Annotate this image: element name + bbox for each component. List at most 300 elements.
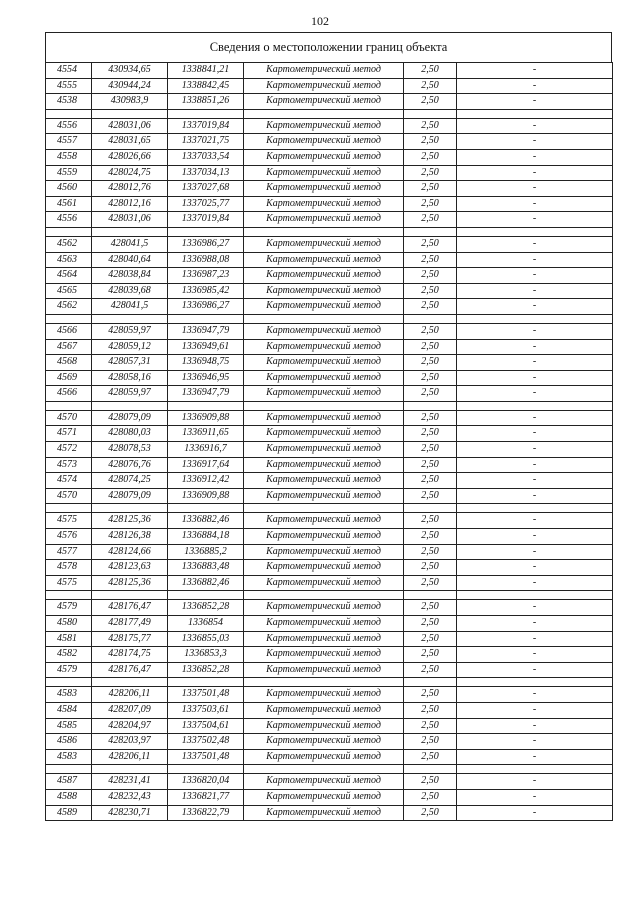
table-row — [46, 339, 613, 355]
separator-cell — [457, 678, 613, 687]
table-row — [46, 488, 613, 504]
coord-x-cell: 428231,41 — [92, 774, 168, 790]
separator-cell — [46, 504, 92, 513]
separator-cell — [168, 227, 244, 236]
description-cell: - — [457, 370, 613, 386]
coord-x-cell: 428206,11 — [92, 749, 168, 765]
accuracy-cell: 2,50 — [404, 600, 457, 616]
method-cell: Картометрический метод — [244, 734, 404, 750]
table-row — [46, 283, 613, 299]
method-cell: Картометрический метод — [244, 252, 404, 268]
point-number-cell: 4578 — [46, 560, 92, 576]
separator-cell — [457, 401, 613, 410]
separator-cell — [168, 109, 244, 118]
coord-y-cell: 1337504,61 — [168, 718, 244, 734]
table-row — [46, 702, 613, 718]
method-cell: Картометрический метод — [244, 513, 404, 529]
coord-y-cell: 1336882,46 — [168, 513, 244, 529]
coord-y-cell: 1337501,48 — [168, 687, 244, 703]
point-number-cell: 4573 — [46, 457, 92, 473]
accuracy-cell: 2,50 — [404, 647, 457, 663]
accuracy-cell: 2,50 — [404, 252, 457, 268]
point-number-cell: 4570 — [46, 410, 92, 426]
point-number-cell: 4568 — [46, 355, 92, 371]
method-cell: Картометрический метод — [244, 339, 404, 355]
point-number-cell: 4563 — [46, 252, 92, 268]
coord-x-cell: 428031,06 — [92, 212, 168, 228]
coord-x-cell: 428230,71 — [92, 805, 168, 821]
method-cell: Картометрический метод — [244, 687, 404, 703]
table-row — [46, 323, 613, 339]
point-number-cell: 4554 — [46, 63, 92, 79]
accuracy-cell: 2,50 — [404, 236, 457, 252]
table-row — [46, 662, 613, 678]
method-cell: Картометрический метод — [244, 805, 404, 821]
coord-x-cell: 428207,09 — [92, 702, 168, 718]
coord-y-cell: 1336822,79 — [168, 805, 244, 821]
table-row — [46, 252, 613, 268]
point-number-cell: 4575 — [46, 513, 92, 529]
coord-y-cell: 1336987,23 — [168, 268, 244, 284]
method-cell: Картометрический метод — [244, 647, 404, 663]
coord-x-cell: 428078,53 — [92, 442, 168, 458]
coord-y-cell: 1336986,27 — [168, 299, 244, 315]
accuracy-cell: 2,50 — [404, 134, 457, 150]
accuracy-cell: 2,50 — [404, 575, 457, 591]
method-cell: Картометрический метод — [244, 149, 404, 165]
coord-y-cell: 1338842,45 — [168, 78, 244, 94]
table-row — [46, 212, 613, 228]
separator-cell — [92, 504, 168, 513]
coord-y-cell: 1338841,21 — [168, 63, 244, 79]
coord-x-cell: 428232,43 — [92, 789, 168, 805]
group-separator — [46, 678, 613, 687]
table-row — [46, 386, 613, 402]
table-row — [46, 355, 613, 371]
description-cell: - — [457, 426, 613, 442]
description-cell: - — [457, 134, 613, 150]
description-cell: - — [457, 457, 613, 473]
coord-x-cell: 428175,77 — [92, 631, 168, 647]
coord-x-cell: 428177,49 — [92, 616, 168, 632]
accuracy-cell: 2,50 — [404, 63, 457, 79]
point-number-cell: 4565 — [46, 283, 92, 299]
accuracy-cell: 2,50 — [404, 78, 457, 94]
point-number-cell: 4588 — [46, 789, 92, 805]
coord-x-cell: 428123,63 — [92, 560, 168, 576]
method-cell: Картометрический метод — [244, 426, 404, 442]
coord-x-cell: 428026,66 — [92, 149, 168, 165]
description-cell: - — [457, 299, 613, 315]
coord-y-cell: 1336948,75 — [168, 355, 244, 371]
point-number-cell: 4566 — [46, 323, 92, 339]
description-cell: - — [457, 339, 613, 355]
method-cell: Картометрический метод — [244, 370, 404, 386]
description-cell: - — [457, 196, 613, 212]
description-cell: - — [457, 181, 613, 197]
method-cell: Картометрический метод — [244, 457, 404, 473]
point-number-cell: 4562 — [46, 299, 92, 315]
table-row — [46, 718, 613, 734]
point-number-cell: 4559 — [46, 165, 92, 181]
description-cell: - — [457, 78, 613, 94]
table-row — [46, 687, 613, 703]
method-cell: Картометрический метод — [244, 299, 404, 315]
coord-y-cell: 1336853,3 — [168, 647, 244, 663]
description-cell: - — [457, 212, 613, 228]
separator-cell — [168, 504, 244, 513]
accuracy-cell: 2,50 — [404, 529, 457, 545]
table-row — [46, 236, 613, 252]
coord-x-cell: 428176,47 — [92, 662, 168, 678]
separator-cell — [244, 678, 404, 687]
table-row — [46, 616, 613, 632]
coord-x-cell: 428038,84 — [92, 268, 168, 284]
method-cell: Картометрический метод — [244, 544, 404, 560]
accuracy-cell: 2,50 — [404, 718, 457, 734]
coord-x-cell: 428039,68 — [92, 283, 168, 299]
coord-y-cell: 1336986,27 — [168, 236, 244, 252]
table-row — [46, 410, 613, 426]
coord-y-cell: 1336947,79 — [168, 323, 244, 339]
description-cell: - — [457, 560, 613, 576]
separator-cell — [457, 314, 613, 323]
method-cell: Картометрический метод — [244, 774, 404, 790]
coord-x-cell: 428079,09 — [92, 488, 168, 504]
coord-x-cell: 430944,24 — [92, 78, 168, 94]
table-row — [46, 370, 613, 386]
method-cell: Картометрический метод — [244, 616, 404, 632]
accuracy-cell: 2,50 — [404, 268, 457, 284]
table-row — [46, 734, 613, 750]
accuracy-cell: 2,50 — [404, 687, 457, 703]
coord-x-cell: 428058,16 — [92, 370, 168, 386]
coord-x-cell: 430934,65 — [92, 63, 168, 79]
table-title: Сведения о местоположении границ объекта — [45, 32, 612, 62]
page-number: 102 — [311, 14, 329, 28]
table-row — [46, 749, 613, 765]
separator-cell — [46, 109, 92, 118]
accuracy-cell: 2,50 — [404, 410, 457, 426]
coord-y-cell: 1336883,48 — [168, 560, 244, 576]
table-row — [46, 513, 613, 529]
accuracy-cell: 2,50 — [404, 212, 457, 228]
coord-y-cell: 1336985,42 — [168, 283, 244, 299]
separator-cell — [244, 591, 404, 600]
group-separator — [46, 109, 613, 118]
method-cell: Картометрический метод — [244, 662, 404, 678]
separator-cell — [92, 401, 168, 410]
coord-y-cell: 1337019,84 — [168, 212, 244, 228]
accuracy-cell: 2,50 — [404, 774, 457, 790]
group-separator — [46, 227, 613, 236]
description-cell: - — [457, 616, 613, 632]
separator-cell — [404, 401, 457, 410]
separator-cell — [46, 591, 92, 600]
accuracy-cell: 2,50 — [404, 560, 457, 576]
coord-y-cell: 1336885,2 — [168, 544, 244, 560]
coord-x-cell: 428012,76 — [92, 181, 168, 197]
coord-x-cell: 428057,31 — [92, 355, 168, 371]
table-row — [46, 165, 613, 181]
separator-cell — [168, 678, 244, 687]
accuracy-cell: 2,50 — [404, 488, 457, 504]
description-cell: - — [457, 718, 613, 734]
accuracy-cell: 2,50 — [404, 386, 457, 402]
separator-cell — [92, 109, 168, 118]
coord-x-cell: 430983,9 — [92, 94, 168, 110]
coord-x-cell: 428126,38 — [92, 529, 168, 545]
description-cell: - — [457, 662, 613, 678]
coord-y-cell: 1337501,48 — [168, 749, 244, 765]
method-cell: Картометрический метод — [244, 718, 404, 734]
method-cell: Картометрический метод — [244, 410, 404, 426]
method-cell: Картометрический метод — [244, 118, 404, 134]
coord-y-cell: 1337503,61 — [168, 702, 244, 718]
separator-cell — [404, 765, 457, 774]
group-separator — [46, 765, 613, 774]
table-row — [46, 544, 613, 560]
coord-y-cell: 1336947,79 — [168, 386, 244, 402]
method-cell: Картометрический метод — [244, 702, 404, 718]
description-cell: - — [457, 513, 613, 529]
coord-y-cell: 1336909,88 — [168, 488, 244, 504]
separator-cell — [457, 109, 613, 118]
point-number-cell: 4555 — [46, 78, 92, 94]
separator-cell — [404, 227, 457, 236]
point-number-cell: 4557 — [46, 134, 92, 150]
coord-x-cell: 428012,16 — [92, 196, 168, 212]
description-cell: - — [457, 63, 613, 79]
separator-cell — [404, 109, 457, 118]
description-cell: - — [457, 323, 613, 339]
accuracy-cell: 2,50 — [404, 789, 457, 805]
point-number-cell: 4570 — [46, 488, 92, 504]
group-separator — [46, 504, 613, 513]
point-number-cell: 4571 — [46, 426, 92, 442]
method-cell: Картометрический метод — [244, 442, 404, 458]
description-cell: - — [457, 749, 613, 765]
coord-y-cell: 1336852,28 — [168, 662, 244, 678]
point-number-cell: 4566 — [46, 386, 92, 402]
table-row — [46, 560, 613, 576]
accuracy-cell: 2,50 — [404, 181, 457, 197]
description-cell: - — [457, 702, 613, 718]
accuracy-cell: 2,50 — [404, 616, 457, 632]
coord-x-cell: 428024,75 — [92, 165, 168, 181]
group-separator — [46, 401, 613, 410]
method-cell: Картометрический метод — [244, 323, 404, 339]
coord-x-cell: 428059,97 — [92, 386, 168, 402]
coord-x-cell: 428074,25 — [92, 473, 168, 489]
group-separator — [46, 591, 613, 600]
accuracy-cell: 2,50 — [404, 355, 457, 371]
description-cell: - — [457, 488, 613, 504]
accuracy-cell: 2,50 — [404, 662, 457, 678]
accuracy-cell: 2,50 — [404, 370, 457, 386]
coord-x-cell: 428176,47 — [92, 600, 168, 616]
coord-y-cell: 1336821,77 — [168, 789, 244, 805]
table-row — [46, 442, 613, 458]
description-cell: - — [457, 283, 613, 299]
separator-cell — [457, 504, 613, 513]
point-number-cell: 4581 — [46, 631, 92, 647]
coord-y-cell: 1336854 — [168, 616, 244, 632]
accuracy-cell: 2,50 — [404, 473, 457, 489]
point-number-cell: 4585 — [46, 718, 92, 734]
coord-x-cell: 428206,11 — [92, 687, 168, 703]
separator-cell — [46, 765, 92, 774]
separator-cell — [404, 591, 457, 600]
method-cell: Картометрический метод — [244, 560, 404, 576]
method-cell: Картометрический метод — [244, 94, 404, 110]
accuracy-cell: 2,50 — [404, 165, 457, 181]
method-cell: Картометрический метод — [244, 236, 404, 252]
boundary-sheet — [45, 32, 612, 821]
separator-cell — [457, 591, 613, 600]
point-number-cell: 4583 — [46, 687, 92, 703]
table-row — [46, 457, 613, 473]
description-cell: - — [457, 734, 613, 750]
description-cell: - — [457, 473, 613, 489]
description-cell: - — [457, 236, 613, 252]
description-cell: - — [457, 252, 613, 268]
coord-y-cell: 1336949,61 — [168, 339, 244, 355]
coord-x-cell: 428059,12 — [92, 339, 168, 355]
point-number-cell: 4562 — [46, 236, 92, 252]
table-row — [46, 181, 613, 197]
coord-y-cell: 1337033,54 — [168, 149, 244, 165]
coord-y-cell: 1338851,26 — [168, 94, 244, 110]
accuracy-cell: 2,50 — [404, 513, 457, 529]
table-row — [46, 575, 613, 591]
description-cell: - — [457, 647, 613, 663]
method-cell: Картометрический метод — [244, 268, 404, 284]
separator-cell — [168, 591, 244, 600]
table-row — [46, 118, 613, 134]
separator-cell — [168, 314, 244, 323]
coord-y-cell: 1336988,08 — [168, 252, 244, 268]
method-cell: Картометрический метод — [244, 212, 404, 228]
separator-cell — [92, 678, 168, 687]
description-cell: - — [457, 410, 613, 426]
accuracy-cell: 2,50 — [404, 702, 457, 718]
method-cell: Картометрический метод — [244, 283, 404, 299]
point-number-cell: 4587 — [46, 774, 92, 790]
accuracy-cell: 2,50 — [404, 805, 457, 821]
coord-y-cell: 1336820,04 — [168, 774, 244, 790]
point-number-cell: 4538 — [46, 94, 92, 110]
coord-x-cell: 428040,64 — [92, 252, 168, 268]
coord-x-cell: 428041,5 — [92, 236, 168, 252]
method-cell: Картометрический метод — [244, 749, 404, 765]
coord-x-cell: 428174,75 — [92, 647, 168, 663]
point-number-cell: 4584 — [46, 702, 92, 718]
group-separator — [46, 314, 613, 323]
point-number-cell: 4589 — [46, 805, 92, 821]
accuracy-cell: 2,50 — [404, 442, 457, 458]
coord-x-cell: 428041,5 — [92, 299, 168, 315]
table-row — [46, 600, 613, 616]
accuracy-cell: 2,50 — [404, 299, 457, 315]
coord-y-cell: 1336911,65 — [168, 426, 244, 442]
method-cell: Картометрический метод — [244, 181, 404, 197]
coord-x-cell: 428076,76 — [92, 457, 168, 473]
coord-x-cell: 428204,97 — [92, 718, 168, 734]
accuracy-cell: 2,50 — [404, 734, 457, 750]
description-cell: - — [457, 386, 613, 402]
point-number-cell: 4582 — [46, 647, 92, 663]
coord-y-cell: 1336884,18 — [168, 529, 244, 545]
point-number-cell: 4574 — [46, 473, 92, 489]
table-row — [46, 149, 613, 165]
description-cell: - — [457, 575, 613, 591]
separator-cell — [92, 591, 168, 600]
separator-cell — [457, 765, 613, 774]
method-cell: Картометрический метод — [244, 600, 404, 616]
accuracy-cell: 2,50 — [404, 749, 457, 765]
table-row — [46, 631, 613, 647]
coord-x-cell: 428080,03 — [92, 426, 168, 442]
coord-x-cell: 428125,36 — [92, 513, 168, 529]
accuracy-cell: 2,50 — [404, 339, 457, 355]
coord-y-cell: 1336855,03 — [168, 631, 244, 647]
separator-cell — [46, 314, 92, 323]
description-cell: - — [457, 118, 613, 134]
method-cell: Картометрический метод — [244, 165, 404, 181]
point-number-cell: 4564 — [46, 268, 92, 284]
coord-x-cell: 428079,09 — [92, 410, 168, 426]
separator-cell — [244, 765, 404, 774]
coord-x-cell: 428059,97 — [92, 323, 168, 339]
description-cell: - — [457, 94, 613, 110]
coordinates-table-body — [46, 63, 613, 821]
point-number-cell: 4576 — [46, 529, 92, 545]
description-cell: - — [457, 355, 613, 371]
point-number-cell: 4575 — [46, 575, 92, 591]
coordinates-table — [45, 62, 613, 821]
table-row — [46, 196, 613, 212]
coord-x-cell: 428124,66 — [92, 544, 168, 560]
accuracy-cell: 2,50 — [404, 426, 457, 442]
coord-y-cell: 1337019,84 — [168, 118, 244, 134]
accuracy-cell: 2,50 — [404, 196, 457, 212]
separator-cell — [244, 504, 404, 513]
point-number-cell: 4579 — [46, 600, 92, 616]
point-number-cell: 4558 — [46, 149, 92, 165]
separator-cell — [244, 109, 404, 118]
coord-y-cell: 1337027,68 — [168, 181, 244, 197]
accuracy-cell: 2,50 — [404, 544, 457, 560]
method-cell: Картометрический метод — [244, 529, 404, 545]
coord-y-cell: 1337025,77 — [168, 196, 244, 212]
accuracy-cell: 2,50 — [404, 283, 457, 299]
coord-y-cell: 1337034,13 — [168, 165, 244, 181]
description-cell: - — [457, 600, 613, 616]
table-row — [46, 134, 613, 150]
separator-cell — [457, 227, 613, 236]
coord-y-cell: 1336917,64 — [168, 457, 244, 473]
description-cell: - — [457, 631, 613, 647]
separator-cell — [244, 227, 404, 236]
method-cell: Картометрический метод — [244, 488, 404, 504]
separator-cell — [404, 504, 457, 513]
point-number-cell: 4561 — [46, 196, 92, 212]
description-cell: - — [457, 268, 613, 284]
method-cell: Картометрический метод — [244, 355, 404, 371]
point-number-cell: 4567 — [46, 339, 92, 355]
accuracy-cell: 2,50 — [404, 457, 457, 473]
